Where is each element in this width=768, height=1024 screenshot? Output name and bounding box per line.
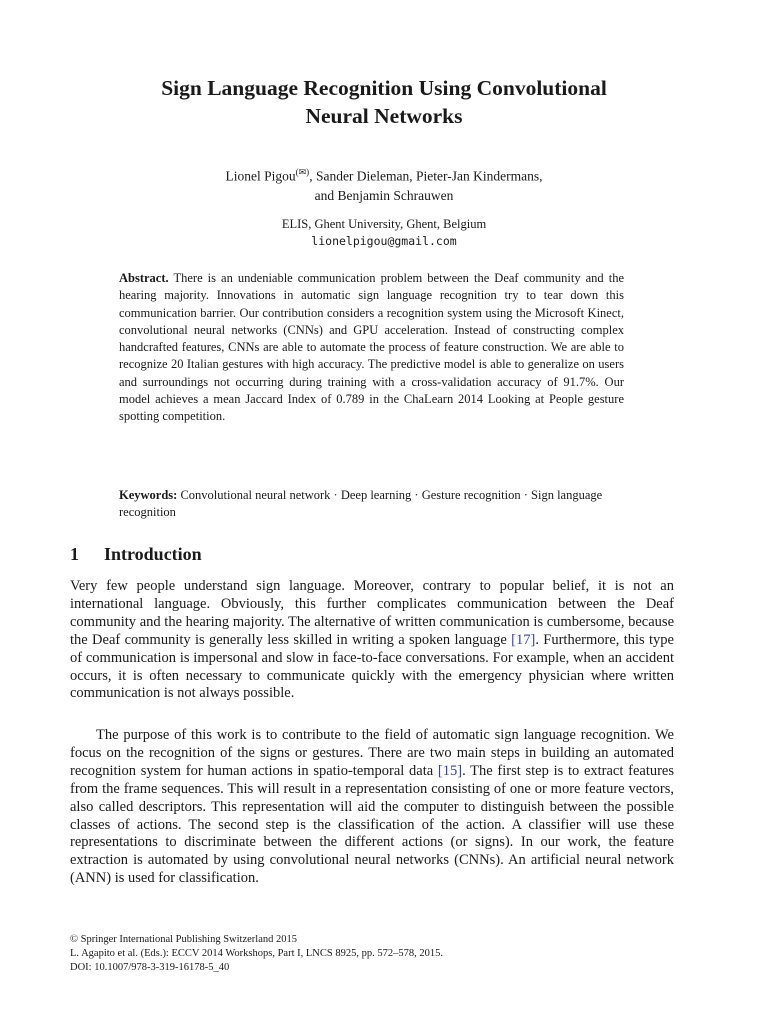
abstract-label: Abstract. <box>119 271 169 285</box>
abstract <box>119 270 624 426</box>
intro-paragraph-2 <box>70 727 674 888</box>
paper-title <box>60 74 708 130</box>
author-name-first: Lionel Pigou <box>225 168 296 184</box>
section-number: 1 <box>70 544 79 564</box>
intro-paragraph-1 <box>70 578 674 703</box>
title-line-1: Sign Language Recognition Using Convolutional <box>161 76 607 100</box>
abstract-text: There is an undeniable communication problem between the Deaf community and the hearing majority. Innovations in automatic sign language recognition try to tear down this communication barrier. Our contribution considers a recognition system using the Microsoft Kinect, convolutional neural networks (CNNs) and GPU acceleration. Instead of constructing complex handcrafted features, CNNs are able to automate the process of feature construction. We are able to recognize 20 Italian gestures with high accuracy. The predictive model is able to generalize on users and surroundings not occurring during training with a cross-validation accuracy of 91.7%. Our model achieves a mean Jaccard Index of 0.789 in the ChaLearn 2014 Looking at People gesture spotting competition. <box>119 271 624 424</box>
section-title: Introduction <box>104 544 202 564</box>
title-line-2: Neural Networks <box>305 104 463 128</box>
copyright-line: © Springer International Publishing Switzerland 2015 <box>70 934 297 945</box>
authors-line-2: and Benjamin Schrauwen <box>314 187 454 203</box>
p1-text-b: . Furthermore, this type of communication is impersonal and slow in face-to-face conversations. For example, when an accident occurs, it is often necessary to communicate quickly with the emergency physician where written communication is not always possible. <box>70 631 674 702</box>
author-list <box>100 163 668 205</box>
citation-line: L. Agapito et al. (Eds.): ECCV 2014 Workshops, Part I, LNCS 8925, pp. 572–578, 2015. <box>70 948 443 959</box>
p1-text-a: Very few people understand sign language. Moreover, contrary to popular belief, it is not an international language. Obviously, this further complicates communication between the Deaf community and the hearing majority. The alternative of written communication is cumbersome, because the Deaf community is generally less skilled in writing a spoken language <box>70 578 674 648</box>
corresponding-author-envelope-icon: (✉) <box>295 167 310 177</box>
p2-text-b: . The first step is to extract features from the frame sequences. This will result in a representation consisting of one or more feature vectors, also called descriptors. This representation will aid the computer to distinguish between the possible classes of actions. The second step is the classification of the action. A classifier will use these representations to discriminate between the different actions (or signs). In our work, the feature extraction is automated by using convolutional neural networks (CNNs). An artificial neural network (ANN) is used for classification. <box>70 762 675 887</box>
citation-link-15[interactable]: [15] <box>437 762 463 779</box>
affiliation-block <box>100 216 668 250</box>
author-email: lionelpigou@gmail.com <box>311 234 457 248</box>
keywords-label: Keywords: <box>119 488 178 502</box>
keywords <box>119 487 624 522</box>
section-heading-introduction <box>70 542 202 566</box>
affiliation: ELIS, Ghent University, Ghent, Belgium <box>281 217 487 231</box>
author-names-rest: , Sander Dieleman, Pieter-Jan Kindermans, <box>309 168 543 184</box>
citation-link-17[interactable]: [17] <box>511 631 536 648</box>
authors-line-1 <box>100 163 668 186</box>
keywords-text: Convolutional neural network · Deep learning · Gesture recognition · Sign language recognition <box>119 488 603 520</box>
p2-text-a: The purpose of this work is to contribute to the field of automatic sign language recognition. We focus on the recognition of the signs or gestures. There are two main steps in building an automated recognition system for human actions in spatio-temporal data <box>70 727 674 779</box>
doi-line: DOI: 10.1007/978-3-319-16178-5_40 <box>70 962 230 973</box>
publication-footnote <box>70 933 674 975</box>
